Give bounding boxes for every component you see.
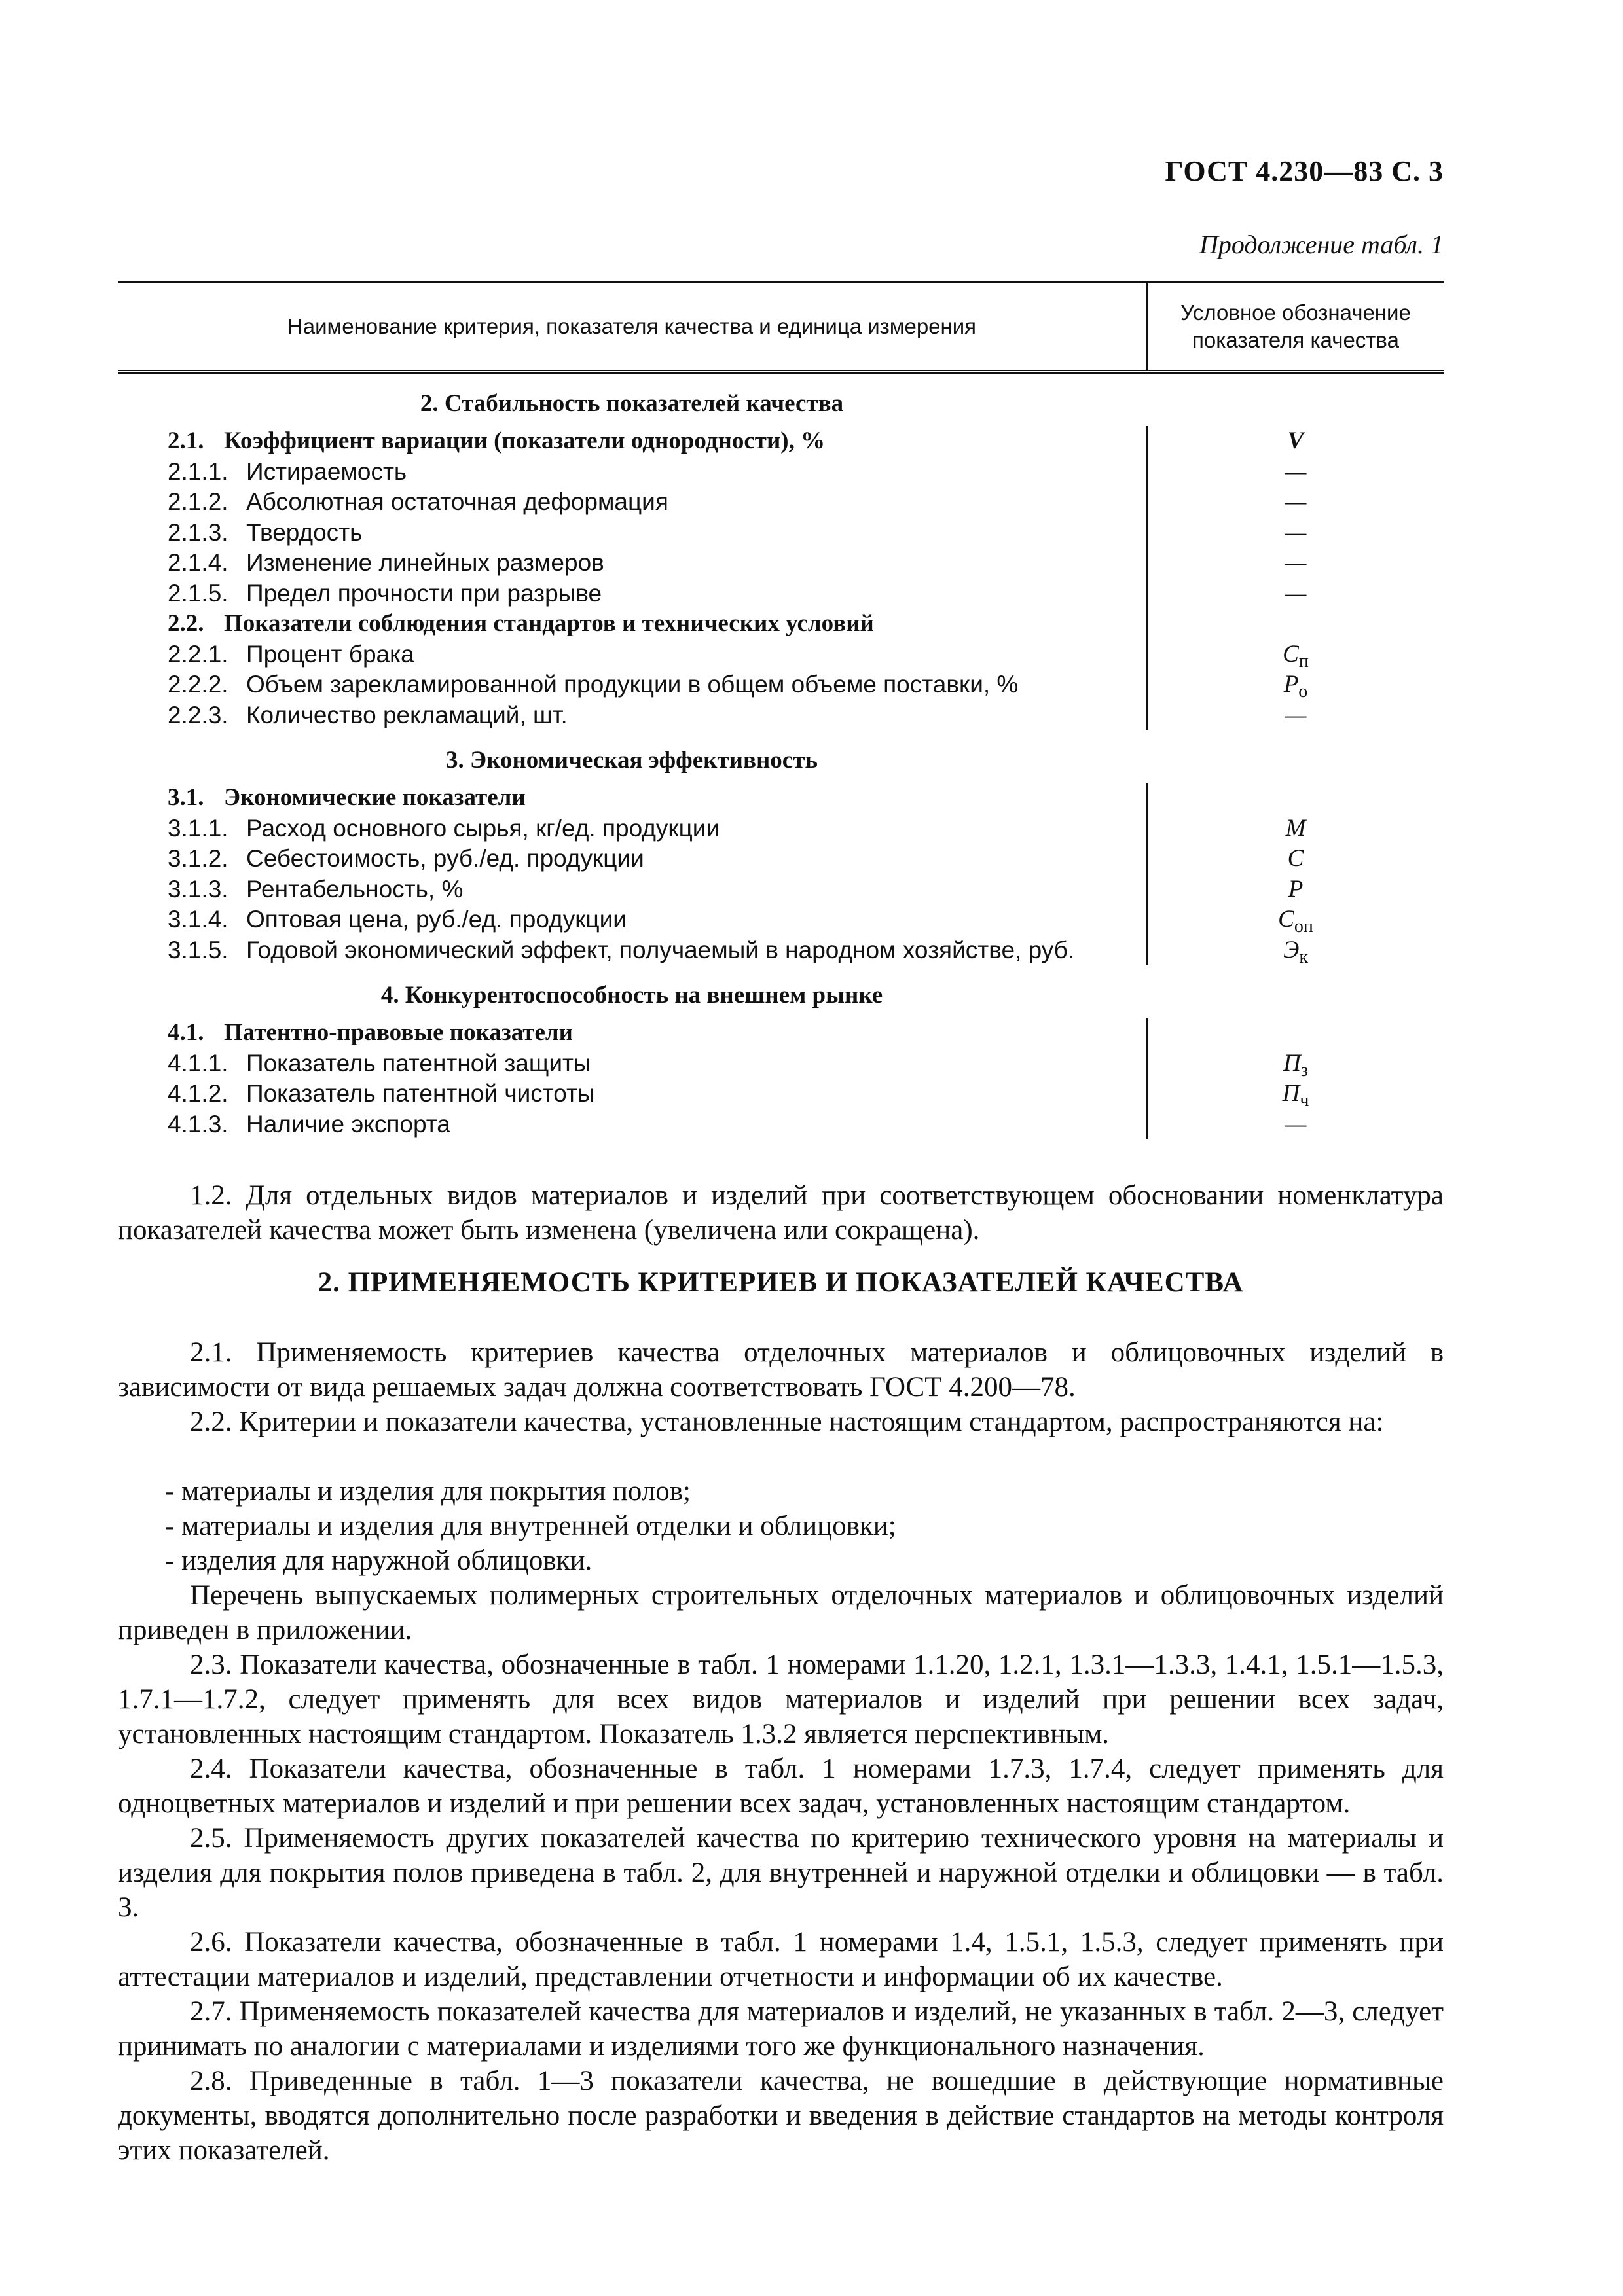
symbol-letter: Э	[1283, 936, 1300, 963]
symbol-letter: —	[1285, 549, 1307, 576]
symbol-letter: P	[1288, 875, 1304, 903]
paragraph-2-5: 2.5. Применяемость других показателей качества по критерию технического уровня на материалы и изделия для покрытия полов приведена в табл. 2, для внутренней и наружной отделки и облицовки — в табл. 3.	[118, 1823, 1444, 1923]
table-row	[118, 874, 1444, 905]
row-indicator-name: Истираемость	[246, 457, 407, 485]
symbol-letter: C	[1278, 906, 1294, 933]
column-header-symbol: Условное обозначение показателя качества	[1146, 283, 1444, 370]
row-indicator-name: Количество рекламаций, шт.	[246, 701, 568, 728]
row-number: 4.1.3.	[168, 1110, 228, 1138]
row-indicator-name: Патентно-правовые показатели	[224, 1019, 573, 1046]
row-symbol	[1148, 457, 1444, 488]
table-row	[118, 579, 1444, 609]
row-symbol	[1148, 1109, 1444, 1140]
symbol-subscript: к	[1299, 946, 1308, 967]
table-row	[118, 518, 1444, 548]
paragraph-2-4: 2.4. Показатели качества, обозначенные в табл. 1 номерами 1.7.3, 1.7.4, следует применять для одноцветных материалов и изделий и при решении всех задач, установленных настоящим стандартом.	[118, 1753, 1444, 1819]
row-indicator-name: Абсолютная остаточная деформация	[246, 488, 668, 515]
table-row	[118, 935, 1444, 966]
row-indicator-name: Оптовая цена, руб./ед. продукции	[246, 906, 627, 933]
row-symbol	[1148, 579, 1444, 609]
row-number: 2.2.2.	[168, 671, 228, 698]
row-number: 2.2.1.	[168, 640, 228, 668]
row-indicator-name: Объем зарекламированной продукции в общем объеме поставки, %	[246, 671, 1019, 698]
table-section-rows	[118, 783, 1444, 965]
table-row	[118, 905, 1444, 935]
symbol-letter: П	[1282, 1080, 1300, 1107]
row-number: 2.1.4.	[168, 549, 228, 576]
symbol-letter: —	[1285, 579, 1307, 607]
row-indicator-name: Рентабельность, %	[246, 875, 464, 903]
symbol-letter: —	[1285, 701, 1307, 728]
row-indicator-name: Показатель патентной чистоты	[246, 1080, 595, 1107]
row-indicator-name: Расход основного сырья, кг/ед. продукции	[246, 814, 720, 842]
row-symbol	[1148, 874, 1444, 905]
table-row	[118, 609, 1444, 639]
row-symbol	[1148, 935, 1444, 973]
row-number: 2.2.	[168, 610, 204, 637]
row-indicator-name: Показатели соблюдения стандартов и технических условий	[224, 610, 874, 637]
table-row	[118, 426, 1444, 457]
paragraph-2-7: 2.7. Применяемость показателей качества для материалов и изделий, не указанных в табл. 2—3, следует принимать по аналогии с материалами и изделиями того же функционального назначения.	[118, 1996, 1444, 2062]
row-indicator-name: Себестоимость, руб./ед. продукции	[246, 845, 644, 872]
page-header: ГОСТ 4.230—83 С. 3	[1165, 155, 1444, 187]
row-indicator-name: Процент брака	[246, 640, 414, 668]
row-number: 3.1.3.	[168, 875, 228, 903]
row-symbol	[1148, 426, 1444, 457]
row-number: 2.2.3.	[168, 701, 228, 728]
paragraph-2-6: 2.6. Показатели качества, обозначенные в табл. 1 номерами 1.4, 1.5.1, 1.5.3, следует применять при аттестации материалов и изделий, представлении отчетности и информации об их качестве.	[118, 1927, 1444, 1992]
row-number: 2.1.3.	[168, 518, 228, 546]
table-section-rows	[118, 1018, 1444, 1139]
row-number: 3.1.	[168, 784, 204, 811]
row-number: 2.1.	[168, 427, 204, 454]
symbol-subscript: ч	[1300, 1090, 1309, 1111]
indicators-table	[118, 281, 1444, 1139]
symbol-subscript: з	[1300, 1060, 1308, 1081]
row-indicator-name: Коэффициент вариации (показатели однородности), %	[224, 427, 826, 454]
table-row	[118, 1079, 1444, 1109]
table-row	[118, 1109, 1444, 1140]
paragraph-1-2: 1.2. Для отдельных видов материалов и изделий при соответствующем обосновании номенклатура показателей качества может быть изменена (увеличена или сокращена).	[118, 1180, 1444, 1246]
paragraph-appendix-note: Перечень выпускаемых полимерных строительных отделочных материалов и облицовочных изделий приведен в приложении.	[118, 1580, 1444, 1645]
row-number: 2.1.2.	[168, 488, 228, 515]
row-number: 3.1.4.	[168, 906, 228, 933]
symbol-letter: V	[1287, 427, 1304, 454]
symbol-letter: —	[1285, 457, 1307, 485]
symbol-letter: M	[1285, 814, 1306, 842]
row-indicator-name: Годовой экономический эффект, получаемый в народном хозяйстве, руб.	[246, 936, 1075, 963]
row-indicator-name: Изменение линейных размеров	[246, 549, 604, 576]
table-section-title: 2. Стабильность показателей качества	[420, 390, 844, 417]
row-number: 4.1.	[168, 1019, 204, 1046]
symbol-letter: C	[1283, 640, 1299, 668]
row-number: 2.1.5.	[168, 579, 228, 607]
row-number: 2.1.1.	[168, 457, 228, 485]
symbol-letter: —	[1285, 1110, 1307, 1138]
table-continuation-label: Продолжение табл. 1	[1199, 230, 1444, 259]
row-symbol	[1148, 487, 1444, 518]
table-row	[118, 457, 1444, 488]
table-row	[118, 700, 1444, 731]
column-header-name: Наименование критерия, показателя качества и единица измерения	[287, 314, 977, 338]
symbol-letter: P	[1283, 671, 1299, 698]
table-row	[118, 639, 1444, 670]
table-row	[118, 844, 1444, 874]
table-row	[118, 548, 1444, 579]
symbol-letter: C	[1287, 845, 1304, 872]
bullet-item: - материалы и изделия для покрытия полов;	[165, 1476, 691, 1507]
section-2-heading: 2. ПРИМЕНЯЕМОСТЬ КРИТЕРИЕВ И ПОКАЗАТЕЛЕЙ КАЧЕСТВА	[318, 1267, 1244, 1298]
row-symbol	[1148, 518, 1444, 548]
symbol-letter: —	[1285, 488, 1307, 515]
table-row	[118, 1018, 1444, 1049]
row-indicator-name: Твердость	[246, 518, 363, 546]
paragraph-2-2: 2.2. Критерии и показатели качества, установленные настоящим стандартом, распространяются на:	[190, 1407, 1384, 1437]
row-symbol	[1148, 700, 1444, 731]
row-symbol	[1148, 814, 1444, 844]
symbol-subscript: оп	[1294, 916, 1313, 937]
symbol-letter: П	[1283, 1049, 1301, 1077]
row-number: 3.1.2.	[168, 845, 228, 872]
row-number: 3.1.1.	[168, 814, 228, 842]
symbol-letter: —	[1285, 518, 1307, 546]
row-number: 4.1.2.	[168, 1080, 228, 1107]
paragraph-2-3: 2.3. Показатели качества, обозначенные в табл. 1 номерами 1.1.20, 1.2.1, 1.3.1—1.3.3, 1.4.1, 1.5.1—1.5.3, 1.7.1—1.7.2, следует применять для всех видов материалов и изделий при решении всех задач, установленных настоящим стандартом. Показатель 1.3.2 является перспективным.	[118, 1649, 1444, 1749]
paragraph-2-8: 2.8. Приведенные в табл. 1—3 показатели качества, не вошедшие в действующие нормативные документы, вводятся дополнительно после разработки и введения в действие стандартов на методы контроля этих показателей.	[118, 2066, 1444, 2166]
table-header	[118, 281, 1444, 374]
table-section-title: 4. Конкурентоспособность на внешнем рынке	[380, 982, 883, 1009]
row-indicator-name: Наличие экспорта	[246, 1110, 450, 1138]
table-row	[118, 670, 1444, 700]
table-section-rows	[118, 426, 1444, 730]
table-row	[118, 487, 1444, 518]
row-indicator-name: Предел прочности при разрыве	[246, 579, 602, 607]
row-indicator-name: Показатель патентной защиты	[246, 1049, 591, 1077]
table-body	[118, 374, 1444, 1139]
row-indicator-name: Экономические показатели	[224, 784, 526, 811]
row-symbol	[1148, 844, 1444, 874]
row-number: 3.1.5.	[168, 936, 228, 963]
symbol-subscript: п	[1298, 651, 1309, 672]
symbol-subscript: о	[1298, 681, 1308, 702]
table-row	[118, 783, 1444, 814]
table-row	[118, 814, 1444, 844]
row-symbol	[1148, 548, 1444, 579]
bullet-item: - изделия для наружной облицовки.	[165, 1545, 593, 1576]
paragraph-2-1: 2.1. Применяемость критериев качества отделочных материалов и облицовочных изделий в зависимости от вида решаемых задач должна соответствовать ГОСТ 4.200—78.	[118, 1337, 1444, 1403]
table-row	[118, 1049, 1444, 1079]
row-number: 4.1.1.	[168, 1049, 228, 1077]
table-section-title: 3. Экономическая эффективность	[446, 747, 818, 774]
bullet-item: - материалы и изделия для внутренней отделки и облицовки;	[165, 1511, 896, 1541]
